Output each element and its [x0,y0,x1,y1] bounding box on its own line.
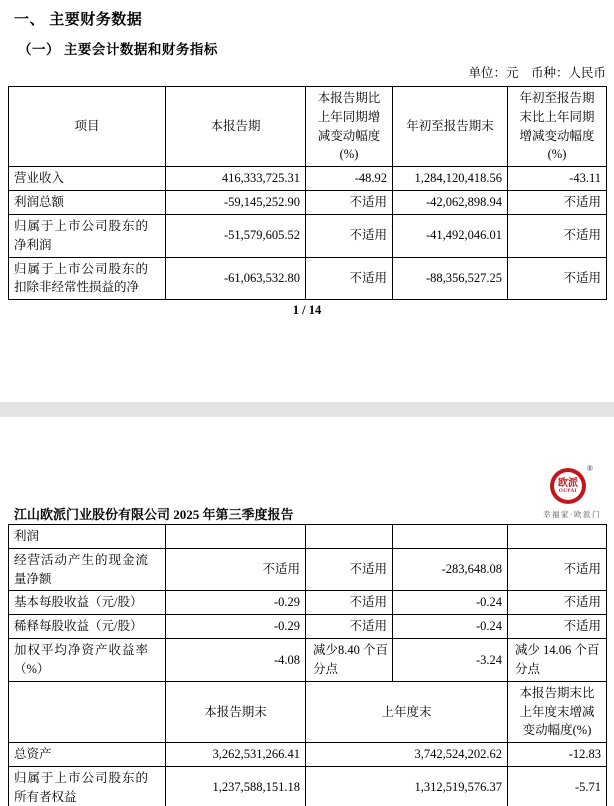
cell-value: 不适用 [306,591,393,615]
subheader-period-end: 本报告期末 [166,681,306,742]
cell-value: 不适用 [306,257,393,300]
cell-value: -4.08 [166,639,306,682]
row-label: 总资产 [9,743,166,767]
cell-value [166,525,306,549]
row-label: 利润总额 [9,191,166,215]
row-label: 基本每股收益（元/股） [9,591,166,615]
row-label: 加权平均净资产收益率（%） [9,639,166,682]
cell-value: -0.29 [166,591,306,615]
cell-value: -43.11 [508,167,607,191]
table-row [9,167,607,191]
subheader-blank [9,681,166,742]
logo-tagline: 幸福家·欧派门 [543,510,601,519]
table-header-row [9,87,607,167]
cell-value: -0.24 [393,591,508,615]
cell-value: -0.29 [166,615,306,639]
row-label: 经营活动产生的现金流量净额 [9,548,166,591]
cell-value: 不适用 [508,215,607,258]
cell-value: -42,062,898.94 [393,191,508,215]
cell-value: -59,145,252.90 [166,191,306,215]
cell-value: 减少8.40 个百分点 [306,639,393,682]
subsection-title: （一） 主要会计数据和财务指标 [18,42,218,57]
cell-value: -61,063,532.80 [166,257,306,300]
table-row [9,525,607,549]
cell-value: 不适用 [508,615,607,639]
cell-value: 不适用 [306,615,393,639]
logo-circle-icon [550,468,586,504]
cell-value: 不适用 [306,548,393,591]
table-row [9,767,607,806]
cell-value: 1,312,519,576.37 [306,767,508,806]
table-row [9,639,607,682]
cell-value: -3.24 [393,639,508,682]
cell-value: 不适用 [508,191,607,215]
unit-currency-note: 单位：元 币种：人民币 [468,66,606,80]
cell-value: -41,492,046.01 [393,215,508,258]
main-financial-table [8,86,607,300]
cell-value: 不适用 [306,215,393,258]
cell-value: -48.92 [306,167,393,191]
page-break-separator [0,402,614,417]
header-ytd-change: 年初至报告期末比上年同期增减变动幅度(%) [508,87,607,167]
row-label: 稀释每股收益（元/股） [9,615,166,639]
header-current-period-change: 本报告期比上年同期增减变动幅度(%) [306,87,393,167]
financial-table-continued [8,524,607,806]
cell-value: 减少 14.06 个百分点 [508,639,607,682]
cell-value: 3,262,531,266.41 [166,743,306,767]
logo-cn-text: 欧派 [558,478,578,489]
table-row [9,257,607,300]
cell-value [393,525,508,549]
row-label: 归属于上市公司股东的净利润 [9,215,166,258]
table-row [9,615,607,639]
page-number: 1 / 14 [292,303,322,317]
cell-value: -12.83 [508,743,607,767]
subheader-prev-year-end: 上年度末 [306,681,508,742]
table-row [9,743,607,767]
row-label: 归属于上市公司股东的扣除非经常性损益的净 [9,257,166,300]
cell-value: 3,742,524,202.62 [306,743,508,767]
row-label: 营业收入 [9,167,166,191]
header-item: 项目 [9,87,166,167]
cell-value: 不适用 [166,548,306,591]
cell-value: -88,356,527.25 [393,257,508,300]
row-label: 归属于上市公司股东的所有者权益 [9,767,166,806]
logo-en-text: OUPAI [558,489,578,494]
cell-value: -0.24 [393,615,508,639]
cell-value: 1,237,588,151.18 [166,767,306,806]
table-row [9,215,607,258]
header-ytd: 年初至报告期末 [393,87,508,167]
cell-value: -283,648.08 [393,548,508,591]
table-row [9,191,607,215]
header-current-period: 本报告期 [166,87,306,167]
table-subheader-row [9,681,607,742]
section-title: 一、 主要财务数据 [14,12,143,28]
subheader-change: 本报告期末比上年度末增减变动幅度(%) [508,681,607,742]
cell-value: 不适用 [508,548,607,591]
cell-value: -5.71 [508,767,607,806]
table-row [9,548,607,591]
oupai-logo [550,464,593,504]
company-report-title: 江山欧派门业股份有限公司 2025 年第三季度报告 [14,507,294,522]
registered-trademark-icon: ® [586,464,593,473]
cell-value: -51,579,605.52 [166,215,306,258]
cell-value [306,525,393,549]
cell-value: 1,284,120,418.56 [393,167,508,191]
cell-value: 不适用 [508,591,607,615]
row-label: 利润 [9,525,166,549]
cell-value: 416,333,725.31 [166,167,306,191]
cell-value: 不适用 [306,191,393,215]
table-row [9,591,607,615]
cell-value [508,525,607,549]
cell-value: 不适用 [508,257,607,300]
